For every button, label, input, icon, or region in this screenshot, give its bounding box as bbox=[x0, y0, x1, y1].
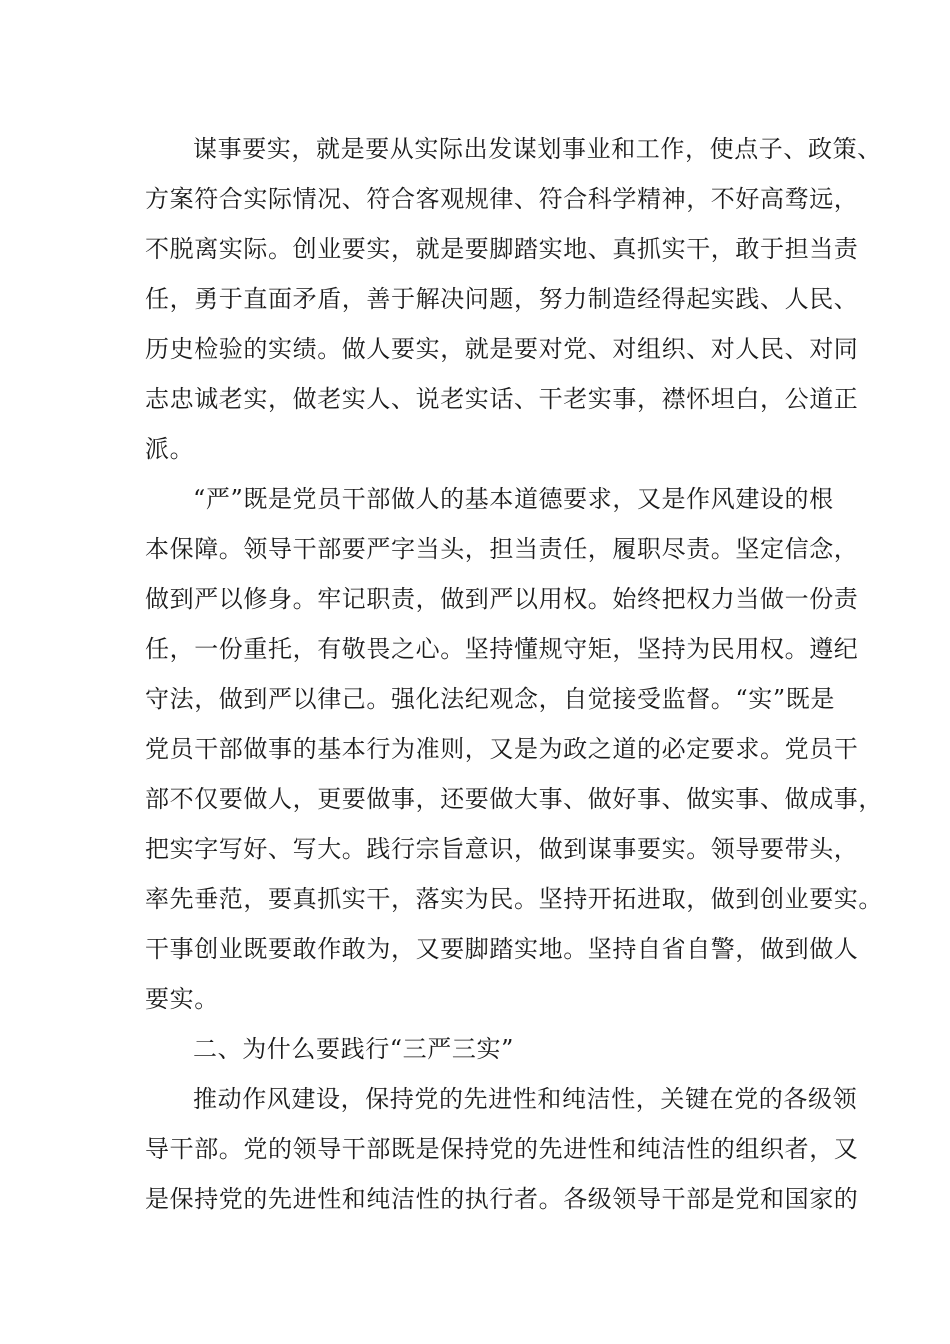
text-line: 干事创业既要敢作敢为，又要脚踏实地。坚持自省自警，做到做人 bbox=[145, 935, 859, 963]
text-line: 方案符合实际情况、符合客观规律、符合科学精神，不好高骛远， bbox=[145, 185, 859, 213]
text-line: 推动作风建设，保持党的先进性和纯洁性，关键在党的各级领 bbox=[193, 1085, 858, 1113]
text-line: 志忠诚老实，做老实人、说老实话、干老实事，襟怀坦白，公道正 bbox=[145, 385, 859, 413]
text-line: “严”既是党员干部做人的基本道德要求，又是作风建设的根 bbox=[193, 485, 834, 513]
text-line: 率先垂范，要真抓实干，落实为民。坚持开拓进取，做到创业要实。 bbox=[145, 885, 883, 913]
text-line: 党员干部做事的基本行为准则，又是为政之道的必定要求。党员干 bbox=[145, 735, 859, 763]
text-line: 把实字写好、写大。践行宗旨意识，做到谋事要实。领导要带头， bbox=[145, 835, 859, 863]
text-line: 本保障。领导干部要严字当头，担当责任，履职尽责。坚定信念， bbox=[145, 535, 859, 563]
text-line: 派。 bbox=[145, 435, 195, 463]
text-line: 任，一份重托，有敬畏之心。坚持懂规守矩，坚持为民用权。遵纪 bbox=[145, 635, 859, 663]
text-line: 是保持党的先进性和纯洁性的执行者。各级领导干部是党和国家的 bbox=[145, 1185, 859, 1213]
text-line: 任，勇于直面矛盾，善于解决问题，努力制造经得起实践、人民、 bbox=[145, 285, 859, 313]
text-line: 谋事要实，就是要从实际出发谋划事业和工作，使点子、政策、 bbox=[193, 135, 882, 163]
text-line: 不脱离实际。创业要实，就是要脚踏实地、真抓实干，敢于担当责 bbox=[145, 235, 859, 263]
text-line: 部不仅要做人，更要做事，还要做大事、做好事、做实事、做成事， bbox=[145, 785, 883, 813]
text-line: 守法，做到严以律己。强化法纪观念，自觉接受监督。“实”既是 bbox=[145, 685, 835, 713]
text-line: 要实。 bbox=[145, 985, 219, 1013]
text-line: 历史检验的实绩。做人要实，就是要对党、对组织、对人民、对同 bbox=[145, 335, 859, 363]
text-line: 导干部。党的领导干部既是保持党的先进性和纯洁性的组织者，又 bbox=[145, 1135, 859, 1163]
section-heading: 二、为什么要践行“三严三实” bbox=[193, 1035, 514, 1063]
text-line: 做到严以修身。牢记职责，做到严以用权。始终把权力当做一份责 bbox=[145, 585, 859, 613]
